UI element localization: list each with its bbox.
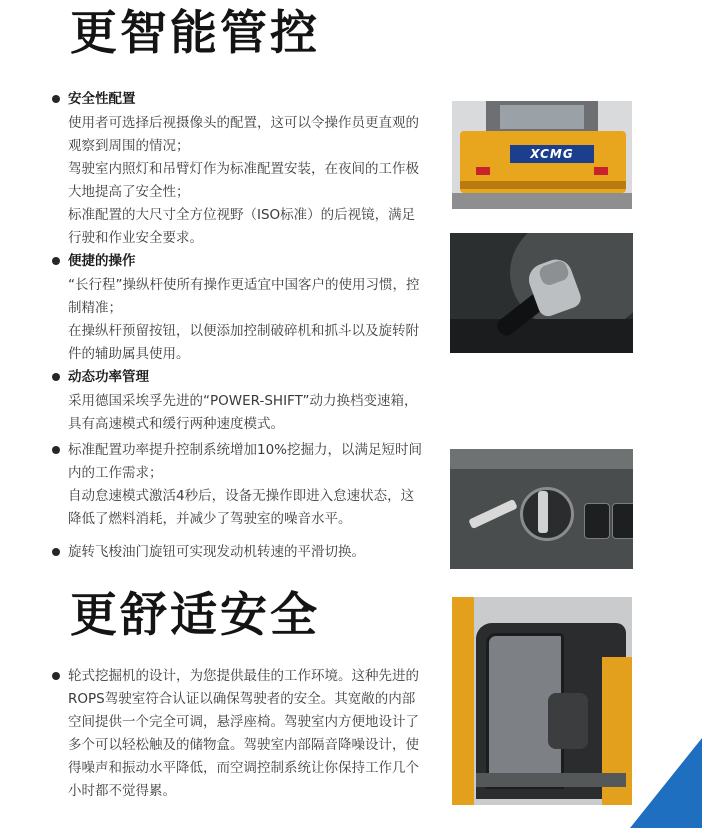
section-line: 在操纵杆预留按钮，以便添加控制破碎机和抓斗以及旋转附件的辅助属具使用。: [68, 323, 419, 362]
bullet-icon: [52, 548, 60, 556]
cab-photo: [452, 597, 632, 805]
control-panel-photo: [450, 449, 633, 569]
section-operation: [52, 250, 422, 366]
section-line: 使用者可选择后视摄像头的配置，这可以令操作员更直观的观察到周围的情况；: [68, 115, 419, 154]
section-line: 标准配置功率提升控制系统增加10%挖掘力，以满足短时间内的工作需求；: [68, 442, 423, 481]
section-throttle: [52, 541, 422, 564]
heading-smarter-control: 更智能管控: [70, 6, 320, 61]
bullet-icon: [52, 257, 60, 265]
section-cab: [52, 665, 422, 803]
excavator-rear-photo: [452, 101, 632, 209]
section-line: 驾驶室内照灯和吊臂灯作为标准配置安装，在夜间的工作极大地提高了安全性；: [68, 161, 419, 200]
section-line: “长行程”操纵杆使所有操作更适宜中国客户的使用习惯，控制精准；: [68, 277, 420, 316]
bullet-icon: [52, 373, 60, 381]
section-line: 自动怠速模式激活4秒后，设备无操作即进入怠速状态，这降低了燃料消耗，并减少了驾驶室的噪音水平。: [68, 488, 415, 527]
section-safety: [52, 88, 422, 250]
joystick-photo: [450, 233, 633, 353]
section-line: 采用德国采埃孚先进的“POWER-SHIFT”动力换档变速箱，具有高速模式和缓行两种速度模式。: [68, 393, 418, 432]
bullet-icon: [52, 95, 60, 103]
section-line: 旋转飞梭油门旋钮可实现发动机转速的平滑切换。: [68, 544, 365, 560]
section-power-boost: [52, 439, 422, 531]
section-title: 动态功率管理: [68, 369, 149, 385]
section-title: 安全性配置: [68, 91, 136, 107]
section-line: 标准配置的大尺寸全方位视野（ISO标准）的后视镜，满足行驶和作业安全要求。: [68, 207, 416, 246]
xcmg-logo: XCMG: [510, 145, 594, 163]
section-power-management: [52, 366, 422, 436]
heading-more-comfortable-safe: 更舒适安全: [70, 588, 320, 643]
bullet-icon: [52, 446, 60, 454]
bullet-icon: [52, 672, 60, 680]
section-line: 轮式挖掘机的设计，为您提供最佳的工作环境。这种先进的ROPS驾驶室符合认证以确保驾驶者的安全。其宽敞的内部空间提供一个完全可调，悬浮座椅。驾驶室内方便地设计了多个可以轻松触及的储物盒。驾驶室内部隔音降噪设计，使得噪声和振动水平降低，而空调控制系统让你保持工作几个小时都不觉得累。: [68, 668, 419, 799]
section-title: 便捷的操作: [68, 253, 136, 269]
corner-accent: [630, 738, 702, 828]
